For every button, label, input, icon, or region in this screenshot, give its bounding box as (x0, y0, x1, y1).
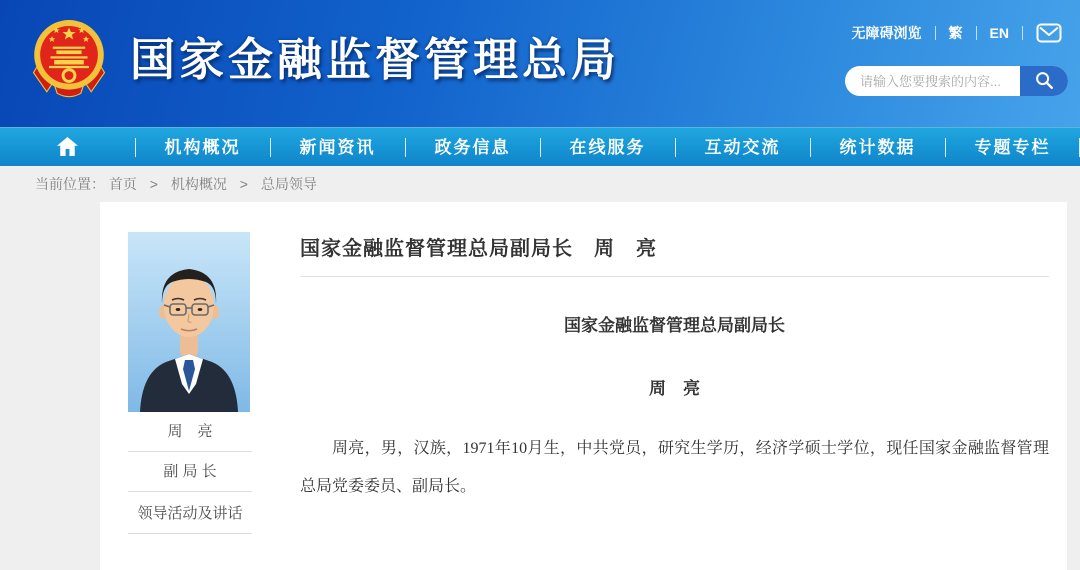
nav-item-jigougaikuang[interactable]: 机构概况 (135, 128, 270, 166)
profile-sidebar (128, 232, 252, 570)
article-body: 周亮，男，汉族，1971年10月生，中共党员，研究生学历，经济学硕士学位，现任国家金融监督管理总局党委委员、副局长。 (300, 440, 1049, 495)
breadcrumb (0, 166, 1080, 202)
divider (976, 26, 977, 40)
nav-item-xinwenzixun[interactable]: 新闻资讯 (270, 128, 405, 166)
article (300, 232, 1049, 570)
sidebar-position: 副 局 长 (128, 452, 252, 492)
nav-item-zhengwuxinxi[interactable]: 政务信息 (405, 128, 540, 166)
breadcrumb-separator: > (239, 176, 248, 192)
divider (935, 26, 936, 40)
breadcrumb-jigougaikuang[interactable]: 机构概况 (170, 176, 227, 192)
traditional-chinese-link[interactable]: 繁 (948, 25, 963, 41)
sidebar-person-name: 周 亮 (128, 412, 252, 452)
breadcrumb-zongjulingdao[interactable]: 总局领导 (260, 176, 317, 192)
breadcrumb-separator: > (149, 176, 158, 192)
nav-item-hudongjiaoliu[interactable]: 互动交流 (675, 128, 810, 166)
site-title[interactable]: 国家金融监督管理总局 (130, 34, 621, 85)
title-divider (300, 276, 1049, 277)
english-link[interactable]: EN (989, 25, 1009, 41)
nav-item-tongjishuju[interactable]: 统计数据 (810, 128, 945, 166)
home-icon (56, 138, 79, 157)
article-title: 国家金融监督管理总局副局长 周 亮 (300, 238, 657, 260)
article-subtitle: 国家金融监督管理总局副局长 (564, 316, 785, 335)
mail-icon[interactable] (1036, 23, 1062, 43)
content-container (100, 202, 1067, 570)
accessibility-link[interactable]: 无障碍浏览 (851, 25, 922, 41)
top-links (852, 23, 1062, 43)
sidebar-link-leader-activities[interactable]: 领导活动及讲话 (128, 494, 252, 534)
breadcrumb-label: 当前位置： (35, 176, 105, 192)
breadcrumb-home[interactable]: 首页 (108, 176, 137, 192)
nav-item-zhuantizhuanlan[interactable]: 专题专栏 (945, 128, 1080, 166)
nav-home[interactable] (0, 128, 135, 166)
site-header (0, 0, 1080, 127)
search-bar (845, 66, 1068, 96)
divider (1022, 26, 1023, 40)
article-person-name: 周 亮 (649, 379, 700, 398)
nav-item-zaixianfuwu[interactable]: 在线服务 (540, 128, 675, 166)
official-portrait-photo (128, 232, 250, 412)
national-emblem-icon[interactable] (32, 18, 106, 102)
logo-row (32, 18, 620, 102)
search-icon (1033, 69, 1055, 94)
main-nav (0, 127, 1080, 166)
search-button[interactable] (1020, 66, 1068, 96)
